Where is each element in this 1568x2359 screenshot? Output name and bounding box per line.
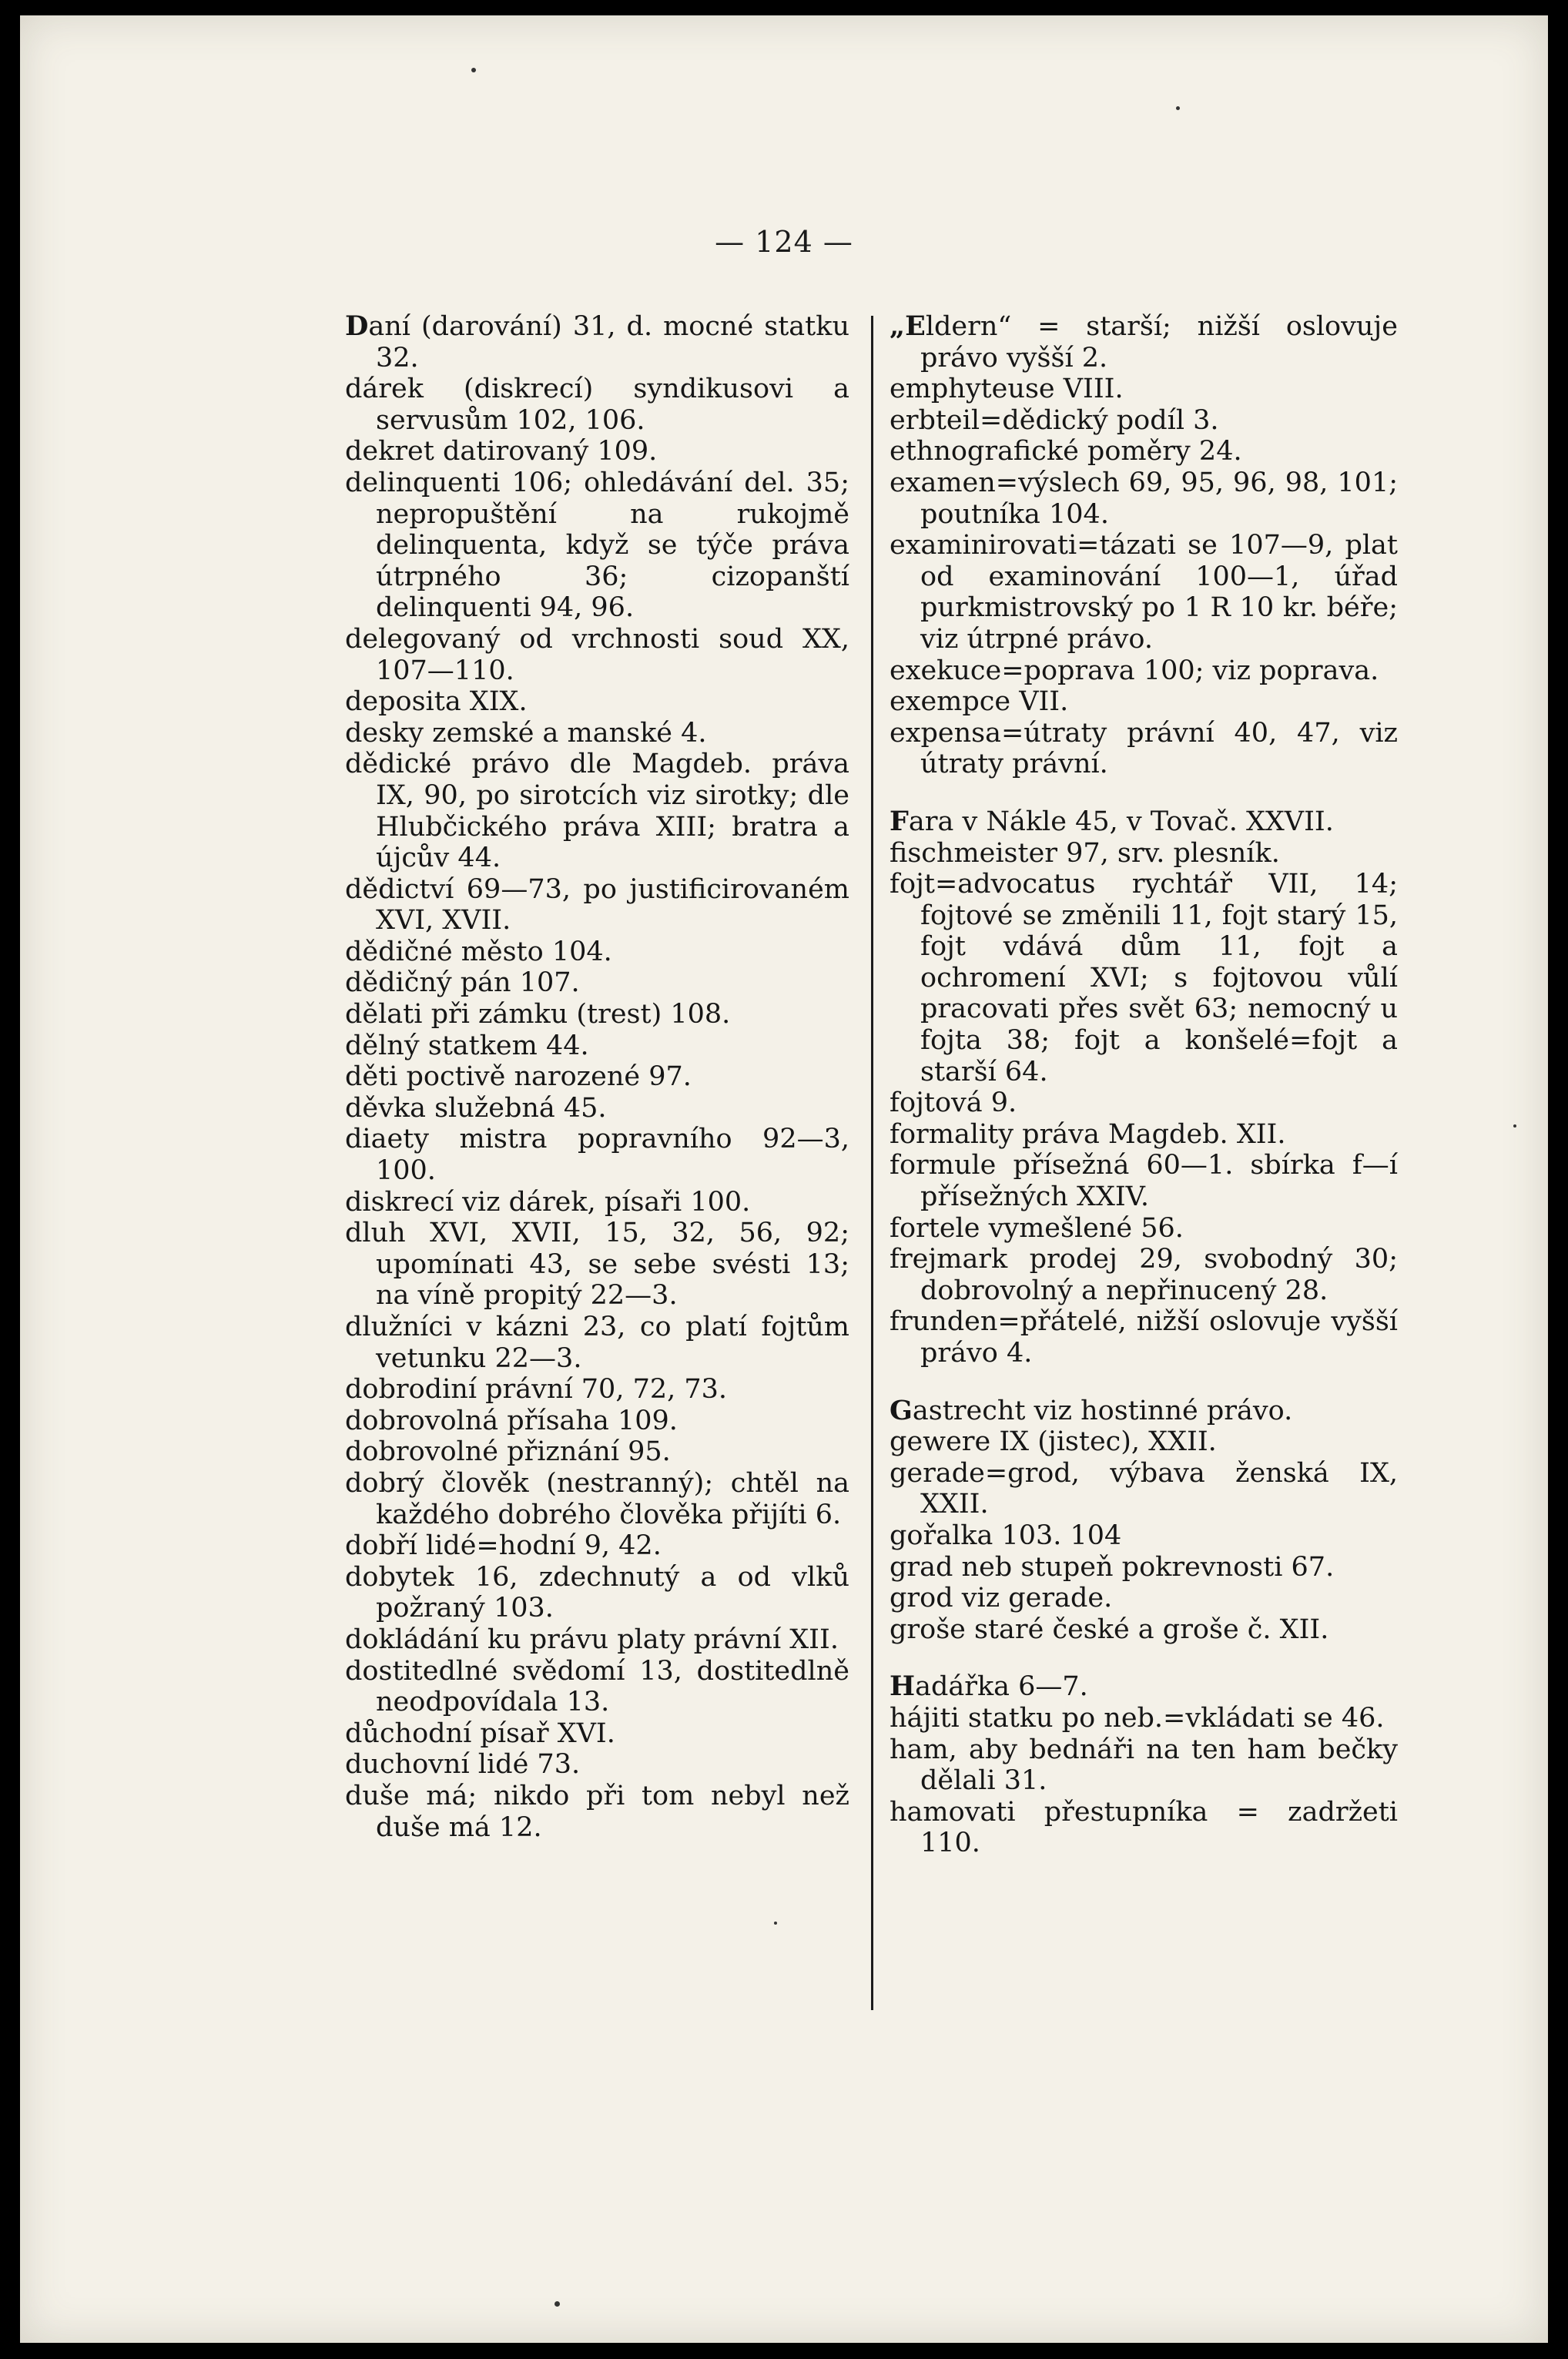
index-entry: fischmeister 97, srv. plesník.	[890, 837, 1280, 869]
index-entry: děti poctivě narozené 97.	[345, 1061, 692, 1093]
index-entry: diaety mistra popravního 92—3, 100.	[345, 1124, 849, 1187]
index-entry: examen=výslech 69, 95, 96, 98, 101; poutníka 104.	[890, 467, 1398, 530]
index-entry: fojtová 9.	[890, 1087, 1017, 1119]
index-entry: hájiti statku po neb.=vkládati se 46.	[890, 1702, 1385, 1734]
index-entry: examinirovati=tázati se 107—9, plat od examinování 100—1, úřad purkmistrovský po 1 R 10 kr. béře; viz útrpné právo.	[890, 530, 1398, 655]
index-entry: groše staré české a groše č. XII.	[890, 1613, 1329, 1645]
index-entry: hamovati přestupníka = zadržeti 110.	[890, 1796, 1398, 1859]
index-entry: dekret datirovaný 109.	[345, 436, 658, 467]
index-entry: gerade=grod, výbava ženská IX, XXII.	[890, 1457, 1398, 1520]
index-entry: dárek (diskrecí) syndikusovi a servusům 102, 106.	[345, 374, 849, 436]
index-entry: dlužníci v kázni 23, co platí fojtům vetunku 22—3.	[345, 1312, 849, 1374]
left-index-column	[345, 311, 849, 1843]
index-entry: Fara v Nákle 45, v Tovač. XXVII.	[890, 805, 1334, 837]
scan-speck	[554, 2301, 560, 2307]
scan-speck	[1513, 1124, 1516, 1128]
index-entry: grod viz gerade.	[890, 1583, 1113, 1614]
index-entry: dědičný pán 107.	[345, 967, 580, 999]
index-entry: Hadářka 6—7.	[890, 1670, 1088, 1703]
index-entry: formality práva Magdeb. XII.	[890, 1118, 1286, 1150]
index-entry: frunden=přátelé, nižší oslovuje vyšší právo 4.	[890, 1306, 1398, 1369]
index-entry: Gastrecht viz hostinné právo.	[890, 1394, 1293, 1426]
index-entry: dobrý člověk (nestranný); chtěl na každého dobrého člověka přijíti 6.	[345, 1467, 849, 1530]
index-entry: ham, aby bednáři na ten ham bečky dělali 31.	[890, 1734, 1398, 1797]
scan-speck	[471, 68, 476, 72]
page-number: — 124 —	[715, 225, 853, 259]
index-entry: grad neb stupeň pokrevnosti 67.	[890, 1551, 1335, 1583]
index-entry: duchovní lidé 73.	[345, 1749, 581, 1781]
index-entry: fortele vymešlené 56.	[890, 1212, 1184, 1244]
index-entry: důchodní písař XVI.	[345, 1717, 615, 1749]
index-entry: delegovaný od vrchnosti soud XX, 107—110.	[345, 623, 849, 686]
index-entry: děvka služebná 45.	[345, 1092, 607, 1124]
index-entry: gořalka 103. 104	[890, 1520, 1122, 1551]
index-entry: dokládání ku právu platy právní XII.	[345, 1623, 839, 1655]
index-entry: dobrovolná přísaha 109.	[345, 1405, 678, 1436]
index-entry: dostitedlné svědomí 13, dostitedlně neodpovídala 13.	[345, 1655, 849, 1718]
index-entry: delinquenti 106; ohledávání del. 35; nepropuštění na rukojmě delinquenta, když se týče práva útrpného 36; cizopanští delinquenti 94, 96.	[345, 467, 849, 624]
index-entry: dělati při zámku (trest) 108.	[345, 999, 731, 1030]
index-entry: „Eldern“ = starší; nižší oslovuje právo vyšší 2.	[890, 310, 1398, 374]
index-entry: dědické právo dle Magdeb. práva IX, 90, po sirotcích viz sirotky; dle Hlubčického práva XIII; bratra a újcův 44.	[345, 749, 849, 874]
scan-speck	[1176, 106, 1180, 110]
index-entry: desky zemské a manské 4.	[345, 717, 707, 749]
column-divider	[871, 316, 873, 2010]
index-entry: gewere IX (jistec), XXII.	[890, 1426, 1217, 1458]
scan-speck	[774, 1922, 777, 1925]
index-entry: exekuce=poprava 100; viz poprava.	[890, 655, 1379, 686]
index-entry: Daní (darování) 31, d. mocné statku 32.	[345, 310, 849, 374]
index-entry: dobří lidé=hodní 9, 42.	[345, 1530, 662, 1562]
index-entry: dobytek 16, zdechnutý a od vlků požraný 103.	[345, 1561, 849, 1624]
index-group-e	[890, 311, 1398, 780]
index-entry: erbteil=dědický podíl 3.	[890, 404, 1219, 436]
right-index-column	[890, 311, 1398, 1859]
index-group-h	[890, 1671, 1398, 1859]
index-entry: emphyteuse VIII.	[890, 374, 1124, 405]
index-entry: dobrovolné přiznání 95.	[345, 1436, 671, 1468]
index-entry: dobrodiní právní 70, 72, 73.	[345, 1374, 728, 1406]
index-entry: dluh XVI, XVII, 15, 32, 56, 92; upomínati 43, se sebe svésti 13; na víně propitý 22—3.	[345, 1218, 849, 1312]
index-group-f	[890, 806, 1398, 1369]
index-entry: dědičné město 104.	[345, 936, 612, 967]
index-entry: exempce VII.	[890, 686, 1069, 718]
index-entry: ethnografické poměry 24.	[890, 436, 1242, 467]
index-entry: diskrecí viz dárek, písaři 100.	[345, 1186, 751, 1218]
index-entry: frejmark prodej 29, svobodný 30; dobrovolný a nepřinucený 28.	[890, 1244, 1398, 1306]
index-entry: formule přísežná 60—1. sbírka f—í přísežných XXIV.	[890, 1150, 1398, 1213]
index-entry: duše má; nikdo při tom nebyl než duše má 12.	[345, 1780, 849, 1843]
index-group-g	[890, 1396, 1398, 1646]
index-entry: fojt=advocatus rychtář VII, 14; fojtové se změnili 11, fojt starý 15, fojt vdává dům 11, fojt a ochromení XVI; s fojtovou vůlí pracovati přes svět 63; nemocný u fojta 38; fojt a konšelé=fojt a starší 64.	[890, 869, 1398, 1087]
index-entry: dědictví 69—73, po justificirovaném XVI, XVII.	[345, 873, 849, 937]
index-entry: expensa=útraty právní 40, 47, viz útraty právní.	[890, 717, 1398, 780]
index-entry: dělný statkem 44.	[345, 1030, 589, 1061]
index-entry: deposita XIX.	[345, 686, 528, 718]
